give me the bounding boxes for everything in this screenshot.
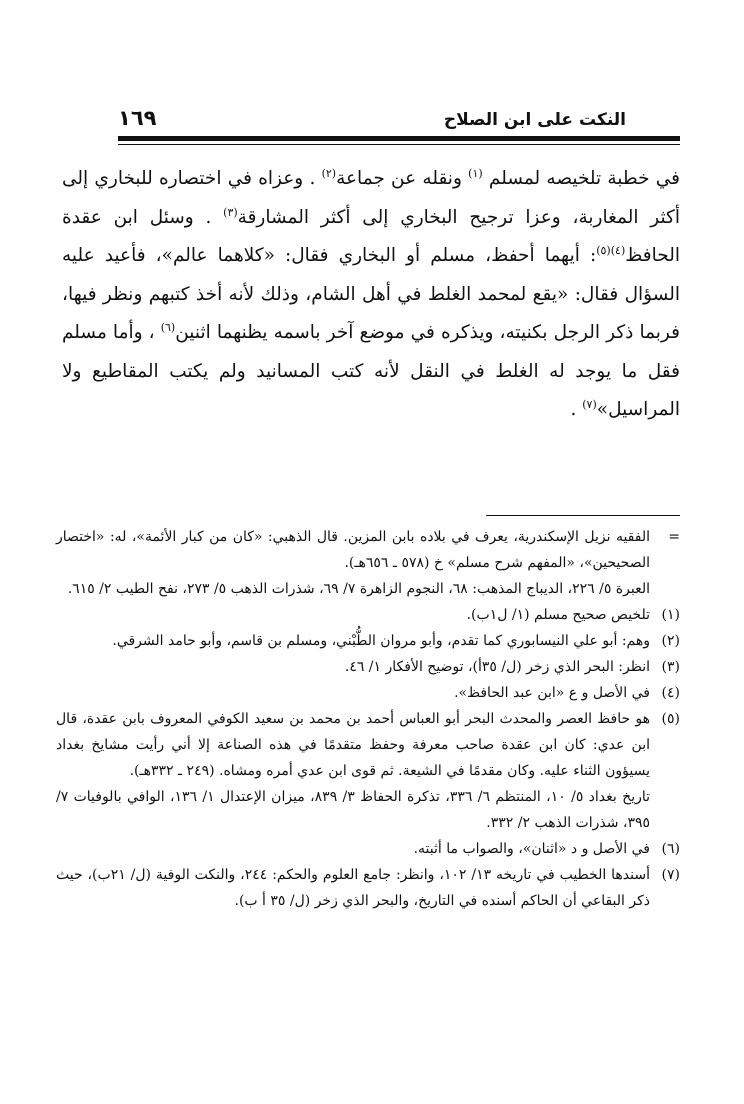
footnote <box>56 680 680 706</box>
footnote-text: انظر: البحر الذي زخر (ل/ ٣٥أ)، توضيح الأفكار ١/ ٤٦. <box>344 659 650 675</box>
footnote-body <box>56 524 650 602</box>
footnote-body <box>56 680 650 706</box>
footnote <box>56 602 680 628</box>
footnote-marker: (٧) <box>661 867 680 883</box>
footnotes <box>56 524 680 914</box>
text-run: : أيهما أحفظ، مسلم أو البخاري فقال: «كلاهما عالم»، فأعيد عليه السؤال فقال: «يقع لمحمد الغلط في أهل الشام، وذلك لأنه أخذ كتبهم ونظر فيها، فربما ذكر الرجل بكنيته، ويذكره في موضع آخر باسمه يظنهما اثنين <box>62 245 680 343</box>
footnote-body <box>56 628 650 654</box>
running-title: النكت على ابن الصلاح <box>443 110 626 130</box>
footnote-marker: (٦) <box>661 841 680 857</box>
text-run: . وعزاه في اختصاره للبخاري إلى أكثر المغاربة، وعزا ترجيح البخاري إلى أكثر المشارقة <box>62 168 681 228</box>
main-paragraph <box>62 160 680 430</box>
footnote-ref: (١) <box>468 166 483 180</box>
text-run: ونقله عن جماعة <box>336 168 469 189</box>
footnote-text: تاريخ بغداد ٥/ ١٠، المنتظم ٦/ ٣٣٦، تذكرة الحفاظ ٣/ ٨٣٩، ميزان الإعتدال ١/ ١٣٦، الوافي بالوفيات ٧/ ٣٩٥، شذرات الذهب ٢/ ٣٣٢. <box>56 789 651 831</box>
footnote <box>56 862 680 914</box>
footnote-text: أسندها الخطيب في تاريخه ١٣/ ١٠٢، وانظر: جامع العلوم والحكم: ٢٤٤، والنكت الوفية (ل/ ٢١ب)، حيث ذكر البقاعي أن الحاكم أسنده في التاريخ، والبحر الذي زخر (ل/ ٣٥ أ ب). <box>56 867 650 909</box>
text-run: . <box>570 399 583 420</box>
footnote-text: في الأصل و د «اثنان»، والصواب ما أثبته. <box>413 841 650 857</box>
footnote-marker: (٢) <box>661 633 680 649</box>
footnote-body <box>56 706 650 836</box>
footnote-body <box>56 862 650 914</box>
footnote-marker: = <box>668 529 680 545</box>
text-run: في خطبة تلخيصه لمسلم <box>482 168 681 189</box>
footnote-marker: (١) <box>661 607 680 623</box>
footnote-separator <box>486 515 680 516</box>
footnote <box>56 628 680 654</box>
main-text <box>62 160 680 430</box>
footnote-marker: (٥) <box>661 711 680 727</box>
footnote <box>56 524 680 602</box>
footnote-text: وهم: أبو علي النيسابوري كما تقدم، وأبو مروان الطُّبْني، ومسلم بن قاسم، وأبو حامد الشرقي. <box>112 633 650 649</box>
page-number: ١٦٩ <box>118 106 157 130</box>
footnote <box>56 836 680 862</box>
footnote-ref: (٢) <box>321 166 337 180</box>
footnote-text: العبرة ٥/ ٢٢٦، الديباج المذهب: ٦٨، النجوم الزاهرة ٧/ ٦٩، شذرات الذهب ٥/ ٢٧٣، نفح الطيب ٢/ ٦١٥. <box>67 581 650 597</box>
footnote-marker: (٣) <box>661 659 680 675</box>
text-run: ، وأما مسلم فقل ما يوجد له الغلط في النقل لأنه كتب المسانيد ولم يكتب المقاطيع ولا المراسيل» <box>62 322 680 420</box>
footnote-ref: (٤)(٥) <box>596 243 626 257</box>
footnote-body <box>56 602 650 628</box>
footnote-marker: (٤) <box>661 685 680 701</box>
footnote <box>56 654 680 680</box>
footnote-text: هو حافظ العصر والمحدث البحر أبو العباس أحمد بن محمد بن سعيد الكوفي المعروف بابن عقدة، قال ابن عدي: كان ابن عقدة صاحب معرفة وحفظ متقدمًا في هذه الصناعة إلا أني رأيت مشايخ بغداد يسيؤون الثناء عليه. وكان مقدمًا في الشيعة. ثم قوى ابن عدي أمره ومشاه. (٢٤٩ ـ ٣٣٢هـ). <box>56 711 650 779</box>
footnote <box>56 706 680 836</box>
footnote-ref: (٣) <box>223 205 238 219</box>
footnote-body <box>56 836 650 862</box>
header-rule-thin <box>118 144 680 145</box>
footnote-text: في الأصل و ع «ابن عبد الحافظ». <box>454 685 650 701</box>
text-run: . وسئل ابن عقدة الحافظ <box>62 206 680 266</box>
footnote-ref: (٧) <box>582 397 597 411</box>
header-rule-thick <box>118 136 680 141</box>
footnote-text: الفقيه نزيل الإسكندرية، يعرف في بلاده بابن المزين. قال الذهبي: «كان من كبار الأئمة»، له: «اختصار الصحيحين»، «المفهم شرح مسلم» خ (٥٧٨ ـ ٦٥٦هـ). <box>56 529 650 571</box>
footnote-body <box>56 654 650 680</box>
footnote-text: تلخيص صحيح مسلم (١/ ل١ب). <box>466 607 650 623</box>
footnote-ref: (٦) <box>160 320 176 334</box>
